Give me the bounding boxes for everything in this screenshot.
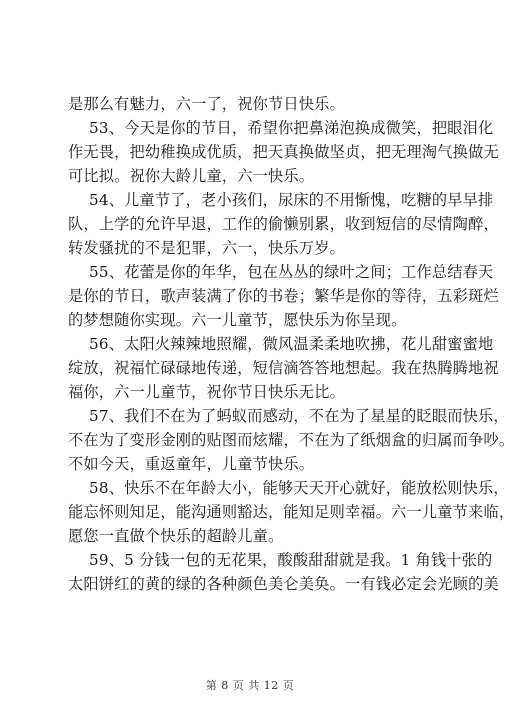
text-line: 能忘怀则知足，能沟通则豁达，能知足则幸福。六一儿童节来临， <box>68 503 514 521</box>
text-line: 可比拟。祝你大龄儿童，六一快乐。 <box>68 167 315 185</box>
text-line: 59、5 分钱一包的无花果，酸酸甜甜就是我。1 角钱十张的 <box>89 551 493 569</box>
paragraph <box>68 116 499 188</box>
text-line: 53、今天是你的节日，希望你把鼻涕泡换成微笑，把眼泪化 <box>89 119 494 137</box>
text-line: 57、我们不在为了蚂蚁而感动，不在为了星星的眨眼而快乐， <box>89 407 509 425</box>
paragraph <box>68 548 499 596</box>
paragraph <box>68 404 514 476</box>
text-line: 愿您一直做个快乐的超龄儿童。 <box>68 527 284 545</box>
paragraph <box>68 332 499 404</box>
paragraph <box>68 92 432 116</box>
text-line: 是那么有魅力，六一了，祝你节日快乐。 <box>68 95 345 113</box>
text-line: 太阳饼红的黄的绿的各种颜色美仑美奂。一有钱必定会光顾的美 <box>68 575 499 593</box>
text-line: 的梦想随你实现。六一儿童节，愿快乐为你呈现。 <box>68 311 407 329</box>
text-line: 福你，六一儿童节，祝你节日快乐无比。 <box>68 383 345 401</box>
text-line: 不在为了变形金刚的贴图而炫耀，不在为了纸烟盒的归属而争吵。 <box>68 431 514 449</box>
text-line: 56、太阳火辣辣地照耀，微风温柔柔地吹拂，花儿甜蜜蜜地 <box>89 335 494 353</box>
text-line: 作无畏，把幼稚换成优质，把天真换做坚贞，把无理淘气换做无 <box>68 143 499 161</box>
paragraph <box>68 188 499 260</box>
text-line: 绽放，祝福忙碌碌地传递，短信滴答答地想起。我在热腾腾地祝 <box>68 359 499 377</box>
text-line: 54、儿童节了，老小孩们，尿床的不用惭愧，吃糖的早早排 <box>89 191 494 209</box>
text-line: 58、快乐不在年龄大小，能够天天开心就好，能放松则快乐， <box>89 479 509 497</box>
paragraph <box>68 260 499 332</box>
text-line: 是你的节日，歌声装满了你的书卷；繁华是你的等待，五彩斑烂 <box>68 287 499 305</box>
text-line: 55、花蕾是你的年华，包在丛丛的绿叶之间；工作总结春天 <box>89 263 494 281</box>
text-line: 转发骚扰的不是犯罪，六一，快乐万岁。 <box>68 239 345 257</box>
text-line: 不如今天，重返童年，儿童节快乐。 <box>68 455 315 473</box>
text-line: 队，上学的允许早退，工作的偷懒别累，收到短信的尽情陶醉， <box>68 215 499 233</box>
paragraph <box>68 476 514 548</box>
page-footer: 第 8 页 共 12 页 <box>205 679 295 692</box>
document-body <box>68 92 514 596</box>
